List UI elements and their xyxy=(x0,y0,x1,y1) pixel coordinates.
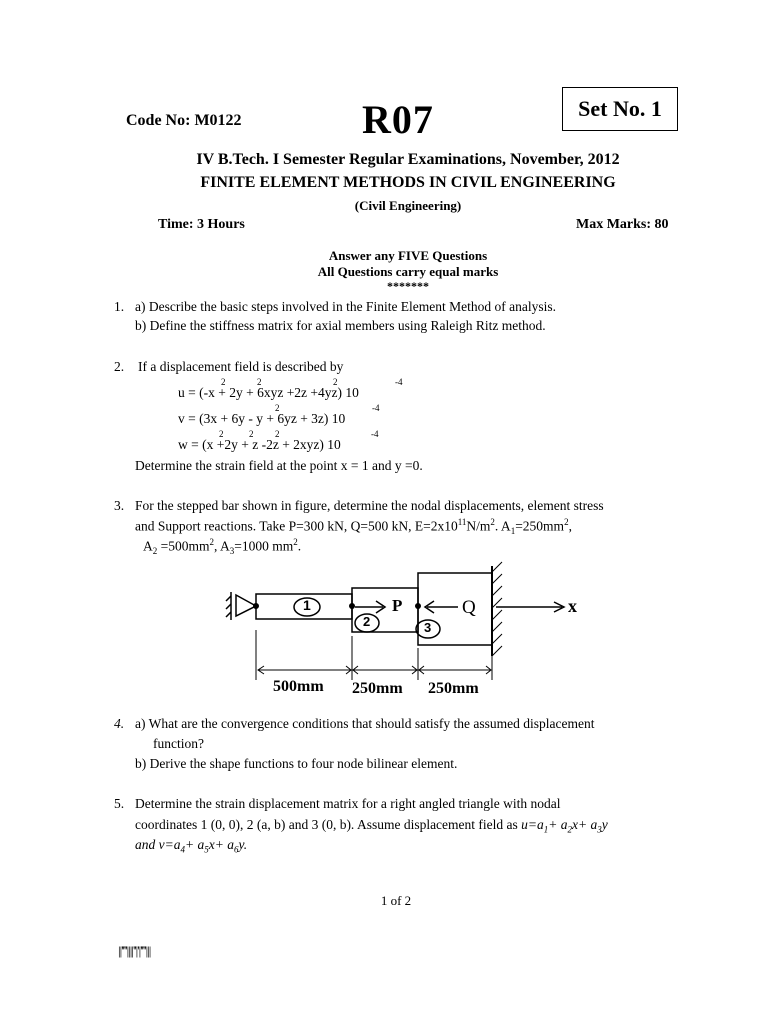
q2-w-sup3: 2 xyxy=(275,429,280,439)
q4-part-a-line1: a) What are the convergence conditions that should satisfy the assumed displacement xyxy=(135,716,595,731)
q2-u-sup2: 2 xyxy=(257,377,262,387)
q3-line1: For the stepped bar shown in figure, determine the nodal displacements, element stress xyxy=(135,498,604,513)
barcode: ||''''||||''|'|''''||| xyxy=(118,943,151,958)
q2-v-equation: v = (3x + 6y - y + 6yz + 3z) 10 xyxy=(178,411,346,426)
exam-title: IV B.Tech. I Semester Regular Examinations, November, 2012 xyxy=(196,151,620,168)
element-1-label: 1 xyxy=(303,597,311,613)
q2-w-equation: w = (x +2y + z -2z + 2xyz) 10 xyxy=(178,437,341,452)
q2-number: 2. xyxy=(114,359,125,374)
q2-u-equation: u = (-x + 2y + 6xyz +2z +4yz) 10 xyxy=(178,385,359,400)
page-number: 1 of 2 xyxy=(380,893,412,908)
q2-intro: If a displacement field is described by xyxy=(138,359,344,374)
instruction-answer: Answer any FIVE Questions xyxy=(328,248,488,263)
q4-part-b: b) Derive the shape functions to four node bilinear element. xyxy=(135,756,458,771)
element-3-label: 3 xyxy=(424,620,432,635)
instruction-marks: All Questions carry equal marks xyxy=(317,264,499,279)
element-2-label: 2 xyxy=(363,614,371,629)
q3-line3: $A_2 =500mm^2$, $A_3=1000$ $mm^2$. xyxy=(143,537,302,557)
max-marks-label: Max Marks: 80 xyxy=(576,217,669,232)
q1-number: 1. xyxy=(114,299,125,314)
code-number: Code No: M0122 xyxy=(126,112,242,129)
pin-support-icon xyxy=(236,595,256,616)
subject-title: FINITE ELEMENT METHODS IN CIVIL ENGINEERING xyxy=(200,174,616,191)
element-2-rect xyxy=(352,588,418,632)
q2-u-sup3: 2 xyxy=(333,377,338,387)
q2-w-sup2: 2 xyxy=(249,429,254,439)
set-number: Set No. 1 xyxy=(578,96,662,121)
q4-number: 4. xyxy=(114,716,125,731)
q3-line2: and Support reactions. Take P=300 kN, Q=500 kN, $E=2x10^{11}N/m^2$. $A_1=250mm^2$, xyxy=(135,517,572,537)
axis-x-label: x xyxy=(568,596,577,616)
q2-v-exp: -4 xyxy=(372,403,380,413)
q2-question: Determine the strain field at the point x = 1 and y =0. xyxy=(135,458,423,473)
regulation-label: R07 xyxy=(362,97,434,142)
q5-line3: and $v=a_4+ a_5x+ a_6y$. xyxy=(135,837,248,855)
q5-line1: Determine the strain displacement matrix for a right angled triangle with nodal xyxy=(135,796,561,811)
time-label: Time: 3 Hours xyxy=(158,217,245,232)
q5-number: 5. xyxy=(114,796,125,811)
q2-u-exp: -4 xyxy=(395,377,403,387)
force-q-label: Q xyxy=(462,597,476,618)
q2-w-sup1: 2 xyxy=(219,429,224,439)
q1-part-a: a) Describe the basic steps involved in the Finite Element Method of analysis. xyxy=(135,299,557,314)
q2-u-sup1: 2 xyxy=(221,377,226,387)
branch-label: (Civil Engineering) xyxy=(354,198,462,213)
q1-part-b: b) Define the stiffness matrix for axial members using Raleigh Ritz method. xyxy=(135,318,546,333)
q5-line2: coordinates 1 (0, 0), 2 (a, b) and 3 (0, b). Assume displacement field as $u=a_1+ a_2x+ a_3y$ xyxy=(135,817,608,835)
q2-v-sup1: 2 xyxy=(275,403,280,413)
q3-number: 3. xyxy=(114,498,125,513)
dim-500mm: 500mm xyxy=(273,678,324,695)
dim-250mm-2: 250mm xyxy=(428,680,479,697)
separator-stars: ******* xyxy=(387,279,429,293)
dim-250mm-1: 250mm xyxy=(352,680,403,697)
q2-w-exp: -4 xyxy=(371,429,379,439)
q4-part-a-line2: function? xyxy=(153,736,204,751)
force-p-label: P xyxy=(392,596,403,615)
